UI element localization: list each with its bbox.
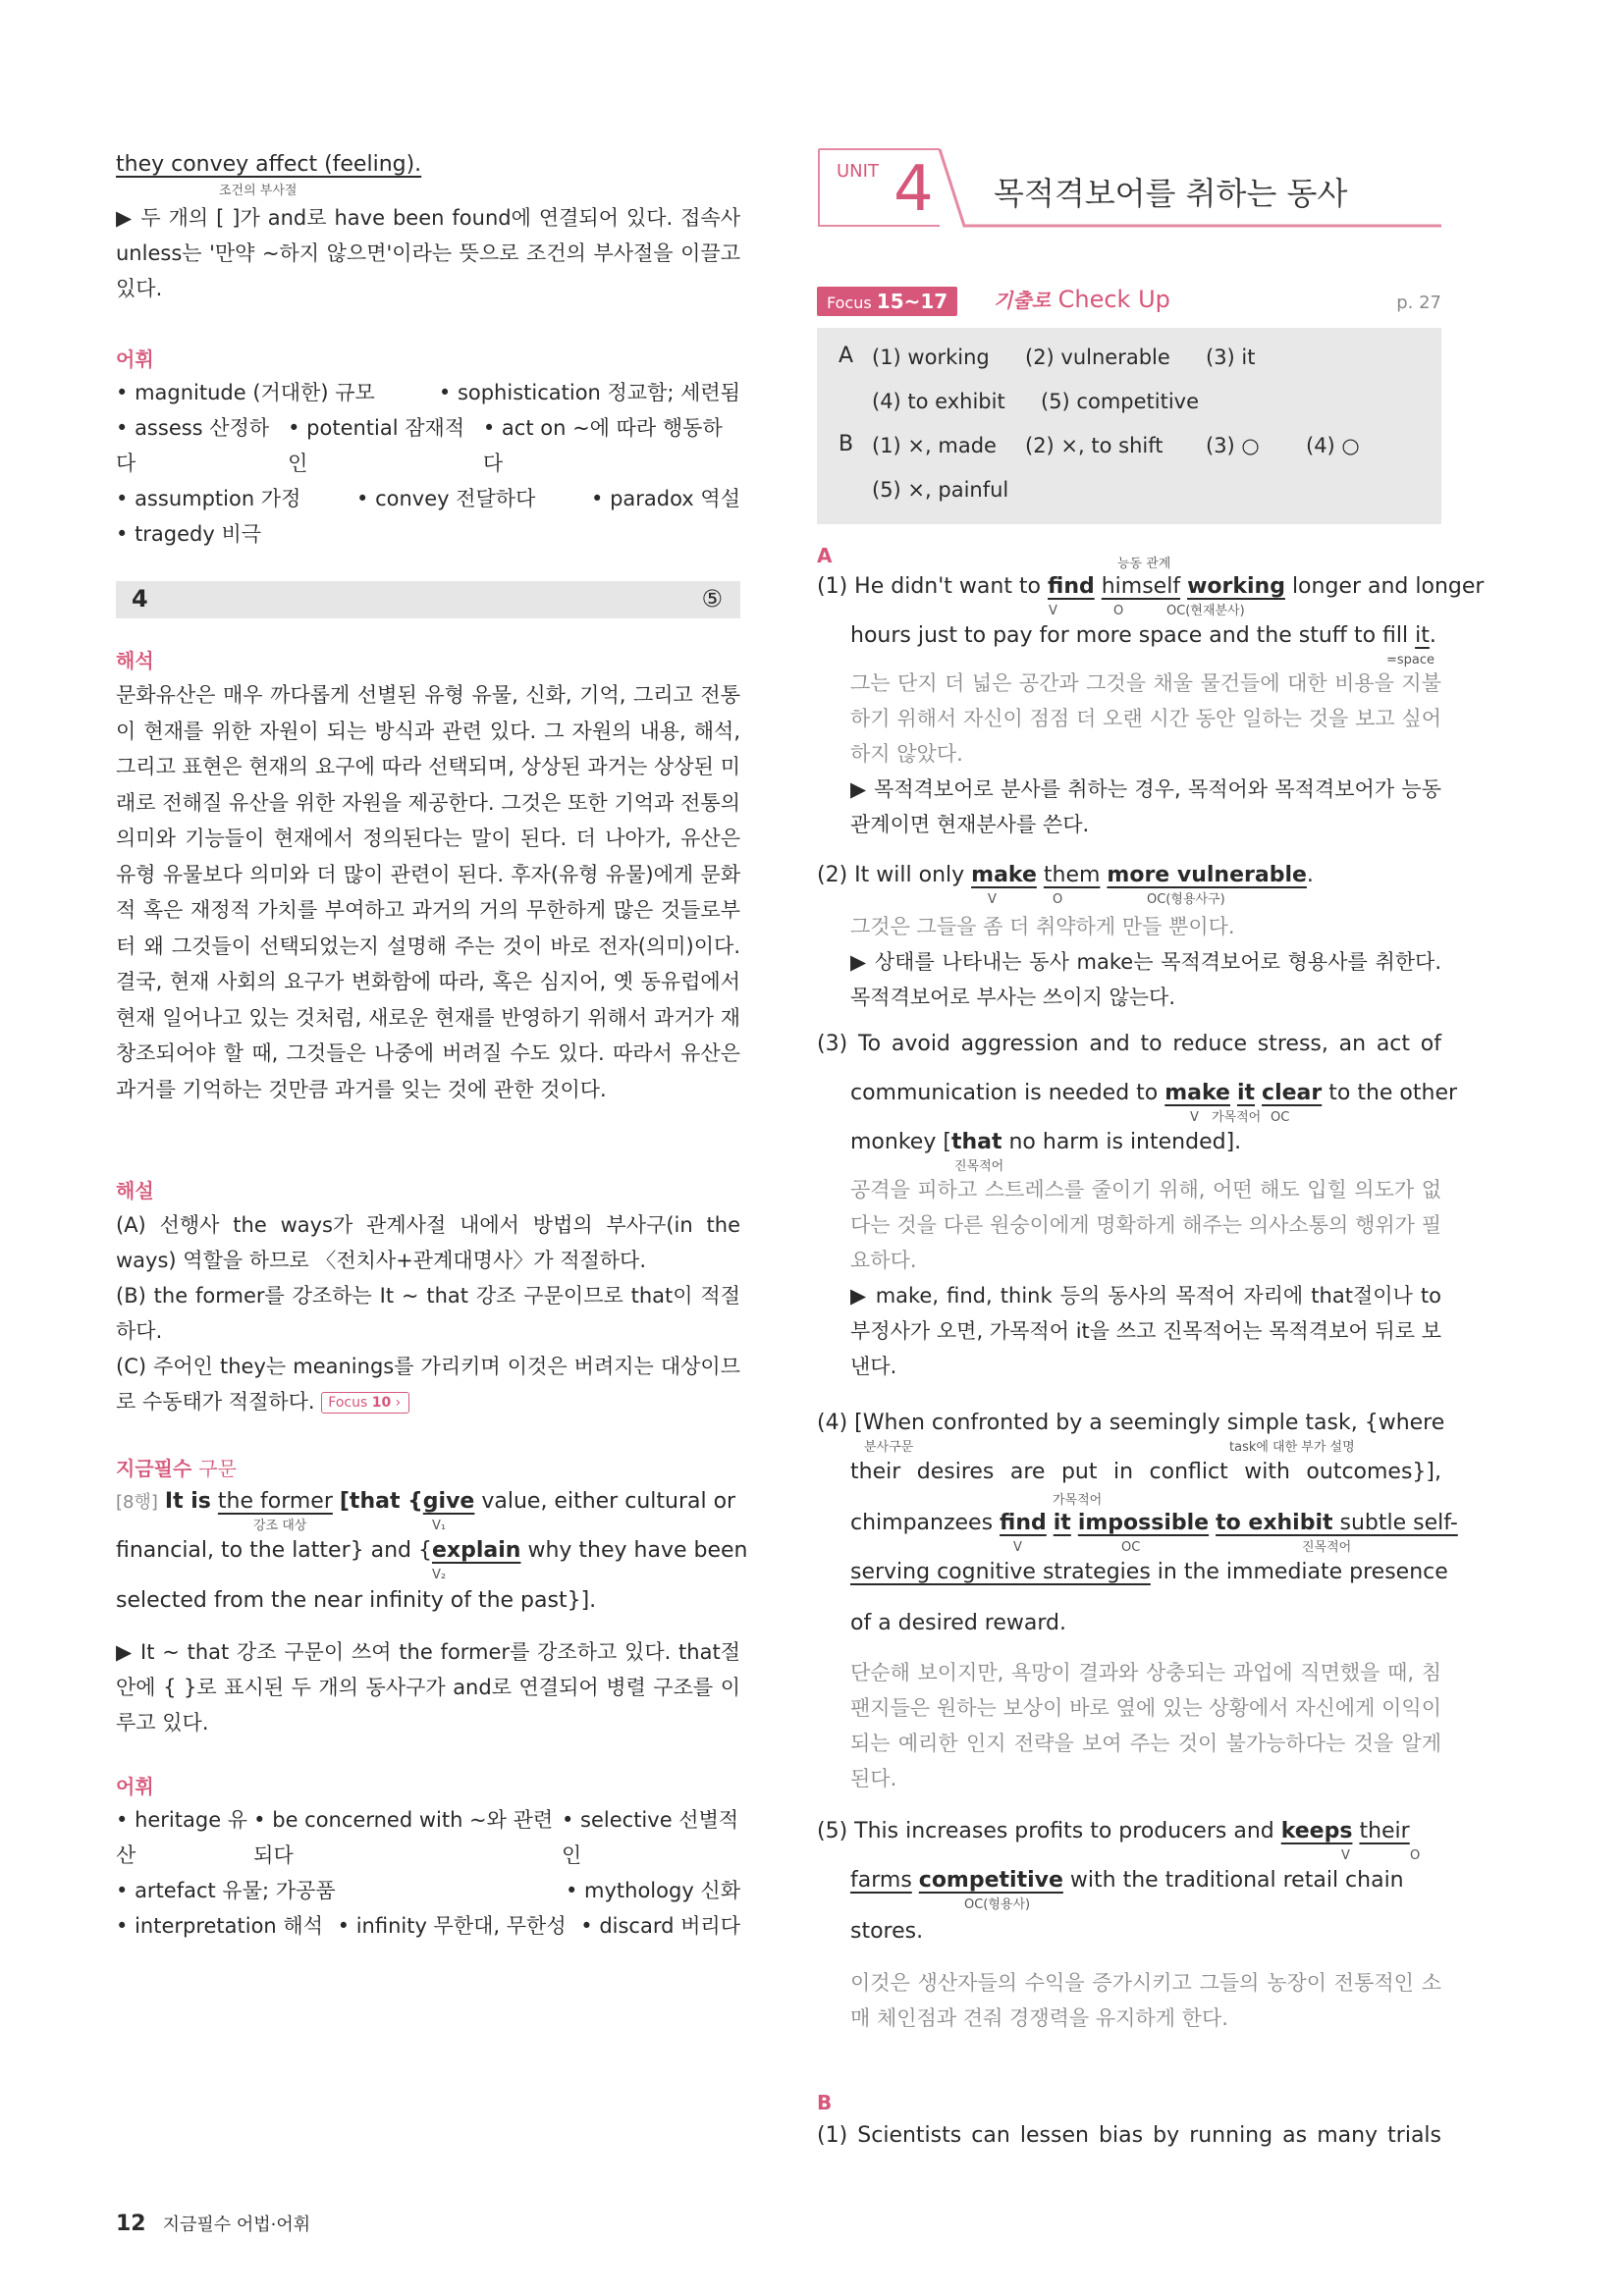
vocab-item: • selective 선별적인 — [561, 1808, 739, 1867]
checkup-b-label: B — [839, 432, 854, 456]
checkup-title: 기출로 Check Up — [994, 286, 1170, 313]
annotation-oc: OC(형용사) — [964, 1897, 1031, 1912]
vocab-item: • sophistication 정교함; 세련됨 — [438, 381, 740, 404]
checkup-answer: (2) ×, to shift — [1025, 434, 1164, 457]
section-a-label: A — [817, 544, 833, 567]
a1-translation: 그는 단지 더 넓은 공간과 그것을 채울 물건들에 대한 비용을 지불하기 위해서 자신이 점점 더 오랜 시간 동안 일하는 것을 보고 싶어 하지 않았다. — [850, 671, 1441, 766]
vocab-item: • assumption 가정 — [116, 487, 301, 510]
annotation-space: =space — [1386, 653, 1435, 667]
question-answer: ⑤ — [701, 585, 723, 613]
a1-line-1: (1) He didn't want to find himself working longer and longer — [817, 574, 1485, 599]
checkup-answer: (4) to exhibit — [872, 390, 1005, 413]
explanation-b: (B) the former를 강조하는 It ~ that 강조 구문이므로 that이 적절하다. — [116, 1284, 740, 1343]
checkup-answer: (3) it — [1206, 346, 1256, 369]
annotation-v2: V₂ — [432, 1568, 447, 1582]
annotation-v: V — [1341, 1848, 1350, 1863]
annotation-oc: OC(현재분사) — [1166, 604, 1245, 618]
b1-line-1: (1) Scientists can lessen bias by running as many trials — [817, 2123, 1442, 2148]
vocab-list-1 — [116, 375, 740, 552]
page-footer — [116, 2211, 310, 2236]
annotation-v1: V₁ — [432, 1519, 447, 1533]
vocab-heading-1: 어휘 — [116, 347, 154, 371]
annotation-real-object: 진목적어 — [1302, 1540, 1352, 1555]
page-number: 12 — [116, 2212, 146, 2236]
vocab-item: • be concerned with ~와 관련되다 — [253, 1808, 554, 1867]
vocab-item: • tragedy 비극 — [116, 522, 262, 546]
vocab-item: • interpretation 해석 — [116, 1914, 323, 1938]
a4-line-3: chimpanzees find it impossible to exhibit subtle self- — [850, 1511, 1458, 1535]
a1-line-2: hours just to pay for more space and the stuff to fill it. — [850, 623, 1436, 648]
unit-title: 목적격보어를 취하는 동사 — [994, 175, 1348, 212]
a3-line-3: monkey [that no harm is intended]. — [850, 1130, 1242, 1154]
page-reference: p. 27 — [1396, 293, 1441, 313]
vocab-heading-2: 어휘 — [116, 1775, 154, 1798]
a5-line-1: (5) This increases profits to producers and keeps their — [817, 1819, 1410, 1843]
checkup-header — [817, 285, 1441, 320]
a4-line-1: (4) [When confronted by a seemingly simple task, {where — [817, 1411, 1445, 1435]
explanation-c: (C) 주어인 they는 meanings를 가리키며 이것은 버려지는 대상이므로 수동태가 적절하다. Focus 10 › — [116, 1355, 740, 1414]
annotation-condition: 조건의 부사절 — [219, 184, 298, 198]
question-4-bar — [116, 581, 740, 618]
a4-translation: 단순해 보이지만, 욕망이 결과와 상충되는 과업에 직면했을 때, 침팬지들은 원하는 보상이 바로 옆에 있는 상황에서 자신에게 이익이 되는 예리한 인지 전략을 보여 주는 것이 불가능하다는 것을 알게 된다. — [850, 1661, 1441, 1790]
annotation-o: O — [1053, 892, 1063, 907]
a5-translation: 이것은 생산자들의 수익을 증가시키고 그들의 농장이 전통적인 소매 체인점과 견줘 경쟁력을 유지하게 한다. — [850, 1971, 1441, 2030]
syntax-note: ▶ It ~ that 강조 구문이 쓰여 the former를 강조하고 있다. that절 안에 { }로 표시된 두 개의 동사구가 and로 연결되어 병렬 구조를 이루고 있다. — [116, 1640, 740, 1735]
annotation-v: V — [1013, 1540, 1022, 1555]
checkup-answer: (5) competitive — [1041, 390, 1200, 413]
checkup-a-label: A — [839, 344, 854, 368]
a2-note: ▶ 상태를 나타내는 동사 make는 목적격보어로 형용사를 취한다. 목적격보어로 부사는 쓰이지 않는다. — [850, 950, 1441, 1009]
checkup-answer: (1) working — [872, 346, 990, 369]
focus-10-tag[interactable]: Focus 10 › — [321, 1392, 409, 1414]
vocab-list-2 — [116, 1802, 740, 1944]
annotation-focus: 강조 대상 — [253, 1519, 307, 1533]
annotation-task: task에 대한 부가 설명 — [1229, 1440, 1355, 1455]
unit-number: 4 — [893, 153, 934, 226]
explanation-a: (A) 선행사 the ways가 관계사절 내에서 방법의 부사구(in the ways) 역할을 하므로 〈전치사+관계대명사〉가 적절하다. — [116, 1213, 740, 1272]
explanation-heading: 해설 — [116, 1179, 154, 1202]
annotation-dummy-object: 가목적어 — [1053, 1493, 1103, 1508]
a3-line-1: (3) To avoid aggression and to reduce stress, an act of — [817, 1032, 1441, 1056]
vocab-item: • artefact 유물; 가공품 — [116, 1879, 336, 1902]
focus-range-tag[interactable]: Focus 15~17 — [817, 287, 957, 316]
checkup-answer: (1) ×, made — [872, 434, 997, 457]
vocab-item: • magnitude (거대한) 규모 — [116, 381, 375, 404]
vocab-item: • heritage 유산 — [116, 1808, 248, 1867]
checkup-answer: (3) ○ — [1206, 434, 1260, 457]
annotation-dummy-object: 가목적어 — [1212, 1110, 1262, 1125]
unit-header — [817, 147, 1441, 236]
intro-sentence: they convey affect (feeling). — [116, 152, 422, 177]
a4-line-4: serving cognitive strategies in the immediate presence — [850, 1560, 1448, 1584]
annotation-oc: OC(형용사구) — [1147, 892, 1225, 907]
vocab-item: • convey 전달하다 — [356, 487, 536, 510]
annotation-active: 능동 관계 — [1117, 557, 1171, 571]
a5-line-3: stores. — [850, 1919, 924, 1944]
checkup-answer: (2) vulnerable — [1025, 346, 1170, 369]
a4-line-2: their desires are put in conflict with outcomes}], — [850, 1460, 1441, 1484]
book-title: 지금필수 어법·어휘 — [162, 2215, 311, 2235]
annotation-v: V — [1190, 1110, 1199, 1125]
a1-note: ▶ 목적격보어로 분사를 취하는 경우, 목적어와 목적격보어가 능동 관계이면 현재분사를 쓴다. — [850, 777, 1441, 836]
a3-line-2: communication is needed to make it clear to the other — [850, 1081, 1458, 1105]
vocab-item: • paradox 역설 — [591, 487, 740, 510]
syntax-line-2: financial, to the latter} and {explain why they have been — [116, 1538, 748, 1563]
vocab-item: • discard 버리다 — [580, 1914, 740, 1938]
a2-translation: 그것은 그들을 좀 더 취약하게 만들 뿐이다. — [850, 915, 1235, 938]
a5-line-2: farms competitive with the traditional retail chain — [850, 1868, 1404, 1893]
annotation-oc: OC — [1271, 1110, 1290, 1125]
vocab-item: • potential 잠재적인 — [288, 416, 465, 475]
syntax-line-1: [8행] It is the former [that {give value, either cultural or — [116, 1489, 736, 1514]
a2-line-1: (2) It will only make them more vulnerable. — [817, 863, 1314, 887]
vocab-item: • infinity 무한대, 무한성 — [337, 1914, 567, 1938]
annotation-real-object: 진목적어 — [954, 1159, 1004, 1174]
annotation-oc: OC — [1121, 1540, 1141, 1555]
syntax-line-3: selected from the near infinity of the past}]. — [116, 1588, 597, 1613]
checkup-answers-box — [817, 328, 1441, 524]
annotation-v: V — [1049, 604, 1057, 618]
a3-note: ▶ make, find, think 등의 동사의 목적어 자리에 that절이나 to부정사가 오면, 가목적어 it을 쓰고 진목적어는 목적격보어 뒤로 보낸다. — [850, 1284, 1441, 1378]
intro-line — [116, 147, 421, 183]
annotation-v: V — [988, 892, 997, 907]
vocab-item: • act on ~에 따라 행동하다 — [482, 416, 723, 475]
annotation-participle: 분사구문 — [864, 1440, 914, 1455]
syntax-heading: 지금필수 구문 — [116, 1457, 237, 1480]
translation-heading: 해석 — [116, 649, 154, 672]
a3-translation: 공격을 피하고 스트레스를 줄이기 위해, 어떤 해도 입힐 의도가 없다는 것을 다른 원숭이에게 명확하게 해주는 의사소통의 행위가 필요하다. — [850, 1178, 1441, 1272]
vocab-item: • mythology 신화 — [565, 1879, 740, 1902]
intro-note: ▶ 두 개의 [ ]가 and로 have been found에 연결되어 있다. 접속사 unless는 '만약 ~하지 않으면'이라는 뜻으로 조건의 부사절을 이끌고 있다. — [116, 206, 740, 300]
checkup-answer: (4) ○ — [1306, 434, 1360, 457]
annotation-o: O — [1410, 1848, 1421, 1863]
checkup-answer: (5) ×, painful — [872, 478, 1009, 502]
annotation-o: O — [1113, 604, 1124, 618]
section-b-label: B — [817, 2091, 833, 2114]
vocab-item: • assess 산정하다 — [116, 416, 270, 475]
question-number: 4 — [132, 585, 148, 613]
translation-text: 문화유산은 매우 까다롭게 선별된 유형 유물, 신화, 기억, 그리고 전통이 현재를 위한 자원이 되는 방식과 관련 있다. 그 자원의 내용, 해석, 그리고 표현은 현재의 요구에 따라 선택되며, 상상된 과거는 상상된 미래로 전해질 유산을 위한 자원을 제공한다. 그것은 또한 기억과 전통의 의미와 기능들이 현재에서 정의된다는 말이 된다. 더 나아가, 유산은 유형 유물보다 의미와 더 많이 관련이 된다. 후자(유형 유물)에게 문화적 혹은 재정적 가치를 부여하고 과거의 거의 무한하게 많은 것들로부터 왜 그것들이 선택되었는지 설명해 주는 것이 바로 전자(의미)이다. 결국, 현재 사회의 요구가 변화함에 따라, 혹은 심지어, 옛 동유럽에서 현재 일어나고 있는 것처럼, 새로운 현재를 반영하기 위해서 과거가 재창조되어야 할 때, 그것들은 나중에 버려질 수도 있다. 따라서 유산은 과거를 기억하는 것만큼 과거를 잊는 것에 관한 것이다. — [116, 683, 740, 1101]
a4-line-5: of a desired reward. — [850, 1611, 1066, 1635]
unit-label: UNIT — [837, 161, 879, 182]
